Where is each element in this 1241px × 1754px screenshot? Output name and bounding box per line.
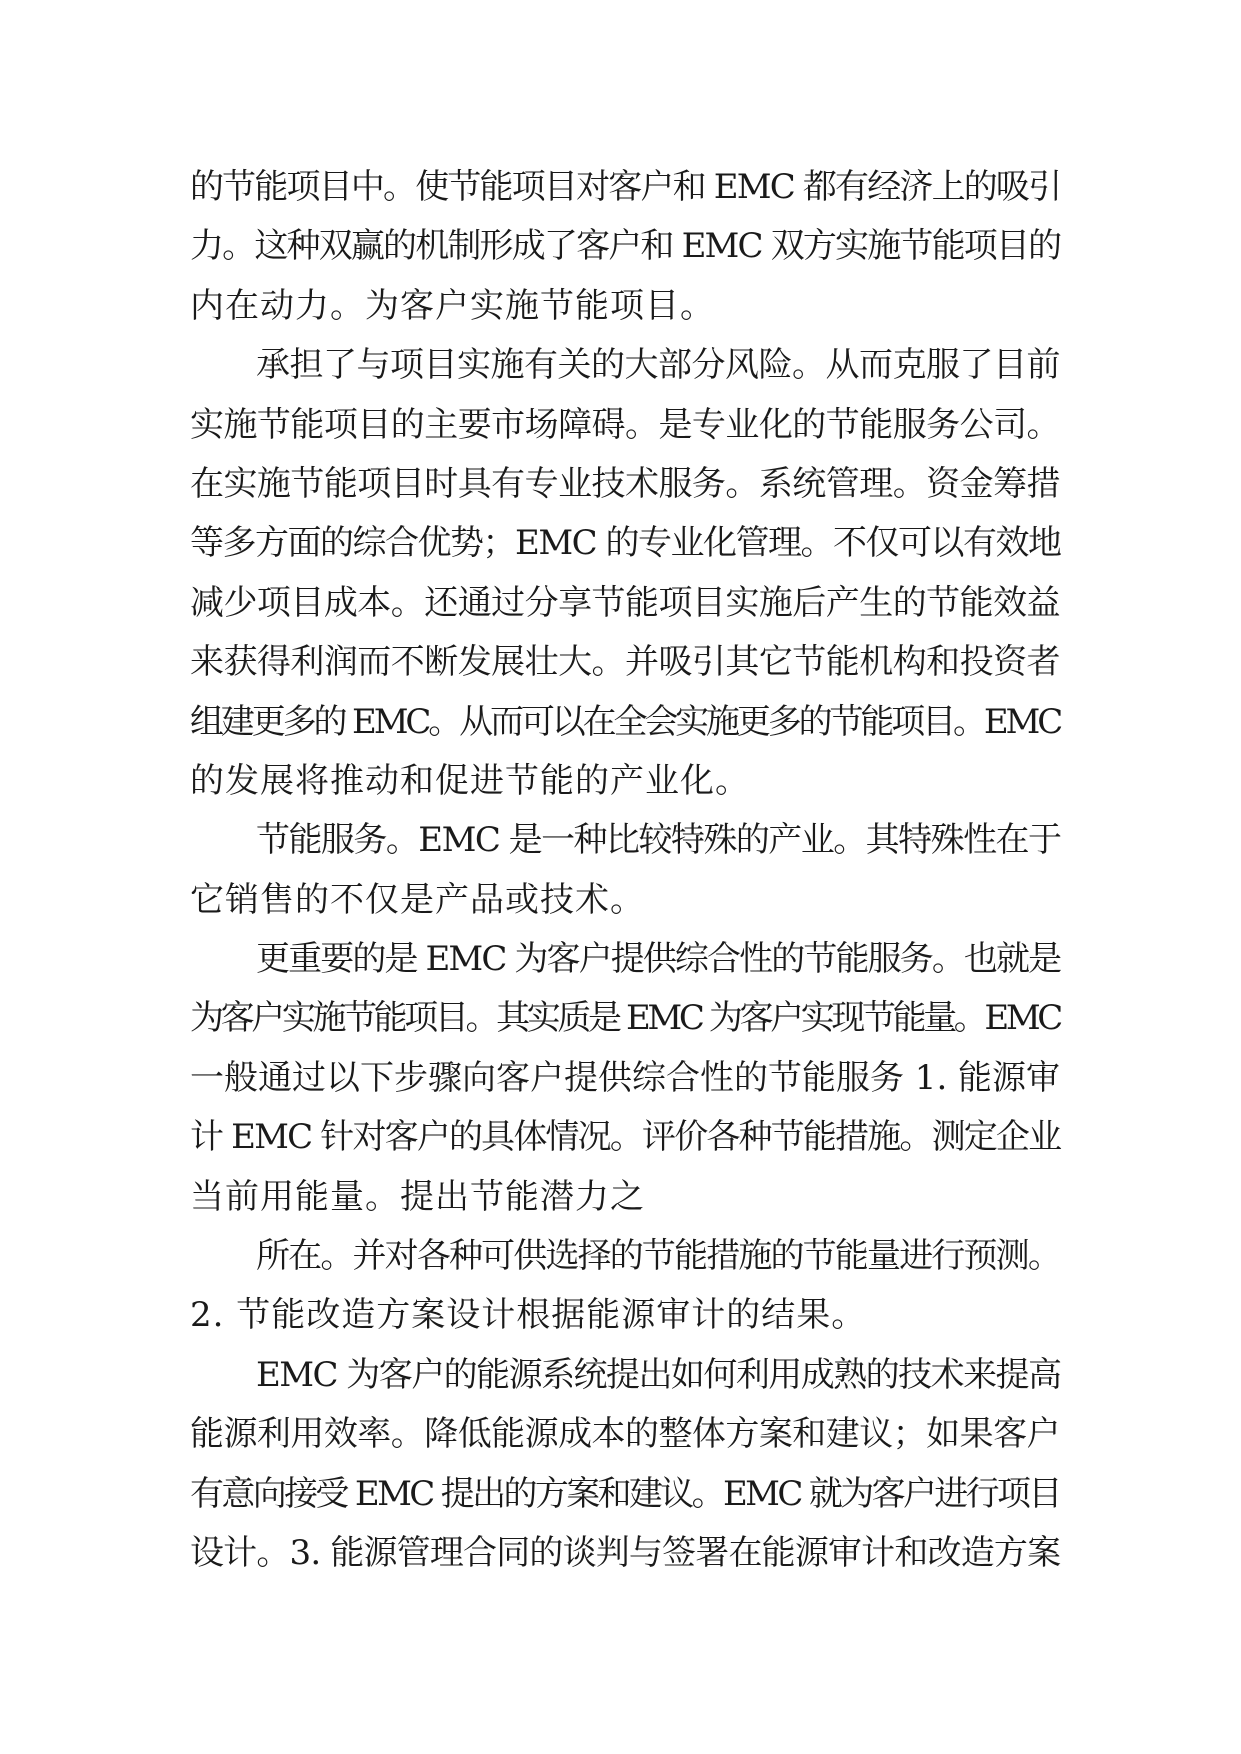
text-line: 2. 节能改造方案设计根据能源审计的结果。 bbox=[190, 1295, 867, 1336]
text-line: 等多方面的综合优势；EMC 的专业化管理。不仅可以有效地 bbox=[190, 523, 1061, 564]
text-line: 计 EMC 针对客户的具体情况。评价各种节能措施。测定企业 bbox=[190, 1117, 1061, 1158]
text-line: 实施节能项目的主要市场障碍。是专业化的节能服务公司。 bbox=[190, 404, 1060, 445]
text-line: 当前用能量。提出节能潜力之 bbox=[190, 1176, 645, 1217]
text-line: 更重要的是 EMC 为客户提供综合性的节能服务。也就是 bbox=[256, 939, 1061, 980]
text-line: 有意向接受 EMC 提出的方案和建议。EMC 就为客户进行项目 bbox=[190, 1473, 1060, 1514]
text-line: 设计。3. 能源管理合同的谈判与签署在能源审计和改造方案 bbox=[190, 1532, 1061, 1573]
text-line: 减少项目成本。还通过分享节能项目实施后产生的节能效益 bbox=[190, 582, 1060, 623]
body-text bbox=[190, 158, 1060, 1583]
text-line: 一般通过以下步骤向客户提供综合性的节能服务 1. 能源审 bbox=[190, 1057, 1061, 1098]
text-line: 节能服务。EMC 是一种比较特殊的产业。其特殊性在于 bbox=[256, 820, 1061, 861]
text-line: 内在动力。为客户实施节能项目。 bbox=[190, 285, 715, 326]
text-line: 所在。并对各种可供选择的节能措施的节能量进行预测。 bbox=[256, 1236, 1060, 1277]
text-line: 能源利用效率。降低能源成本的整体方案和建议；如果客户 bbox=[190, 1414, 1060, 1455]
text-line: 的节能项目中。使节能项目对客户和 EMC 都有经济上的吸引 bbox=[190, 167, 1061, 207]
text-line: 的发展将推动和促进节能的产业化。 bbox=[190, 760, 750, 801]
text-line: 组建更多的 EMC。从而可以在全会实施更多的节能项目。EMC bbox=[190, 701, 1061, 742]
text-line: 力。这种双赢的机制形成了客户和 EMC 双方实施节能项目的 bbox=[190, 226, 1061, 267]
text-line: 来获得利润而不断发展壮大。并吸引其它节能机构和投资者 bbox=[190, 642, 1060, 683]
text-line: EMC 为客户的能源系统提出如何利用成熟的技术来提高 bbox=[256, 1354, 1061, 1395]
text-line: 为客户实施节能项目。其实质是 EMC 为客户实现节能量。EMC bbox=[190, 998, 1060, 1039]
text-line: 它销售的不仅是产品或技术。 bbox=[190, 879, 645, 920]
text-line: 在实施节能项目时具有专业技术服务。系统管理。资金筹措 bbox=[190, 463, 1060, 504]
text-line: 承担了与项目实施有关的大部分风险。从而克服了目前 bbox=[256, 345, 1060, 386]
